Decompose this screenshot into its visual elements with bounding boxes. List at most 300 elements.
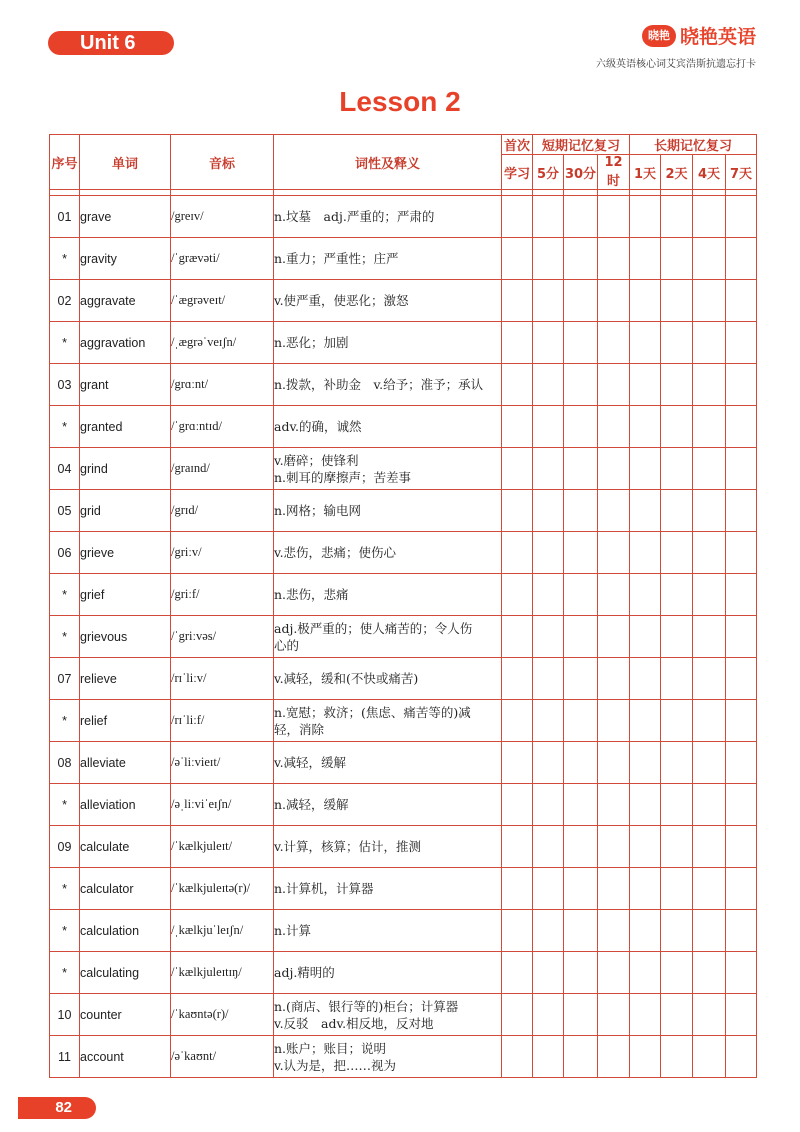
page-title: Lesson 2 [339,86,461,117]
check-30min [564,994,598,1036]
check-7day [726,532,757,574]
check-30min [564,952,598,994]
definition-line: n.宽慰；救济；(焦虑、痛苦等的)减 [274,704,471,720]
check-4day [693,784,726,826]
row-definition [274,742,502,784]
col-header-num: 序号 [50,135,80,190]
brand-logo-icon: 晓艳 [642,25,676,47]
check-2day [661,238,693,280]
row-phonetic: /ˈægrəveɪt/ [171,280,274,322]
check-5min [533,280,564,322]
check-5min [533,742,564,784]
row-definition [274,700,502,742]
definition-line: n.悲伤，悲痛 [274,587,349,602]
row-definition [274,658,502,700]
row-word: calculator [80,868,171,910]
row-word: calculate [80,826,171,868]
check-2day [661,784,693,826]
check-12h [598,700,630,742]
table-row [50,616,757,658]
row-phonetic: /ˈgriːvəs/ [171,616,274,658]
check-2day [661,994,693,1036]
check-30min [564,784,598,826]
row-phonetic: /graɪnd/ [171,448,274,490]
row-phonetic: /əˌliːviˈeɪʃn/ [171,784,274,826]
check-12h [598,952,630,994]
check-1day [630,994,661,1036]
check-1day [630,406,661,448]
row-definition [274,1036,502,1078]
row-definition [274,616,502,658]
check-30min [564,490,598,532]
row-word: grievous [80,616,171,658]
table-row [50,448,757,490]
check-1day [630,196,661,238]
check-5min [533,406,564,448]
check-4day [693,406,726,448]
col-header-short-term: 短期记忆复习 [533,135,630,155]
row-word: grid [80,490,171,532]
row-word: gravity [80,238,171,280]
check-4day [693,742,726,784]
definition-line: n.计算 [274,923,312,938]
check-5min [533,238,564,280]
check-first-study [502,196,533,238]
check-12h [598,490,630,532]
table-row [50,196,757,238]
check-2day [661,952,693,994]
check-30min [564,574,598,616]
row-definition [274,280,502,322]
check-7day [726,196,757,238]
check-12h [598,616,630,658]
row-definition [274,994,502,1036]
row-number: * [50,784,80,826]
table-row [50,490,757,532]
check-12h [598,994,630,1036]
row-number: 02 [50,280,80,322]
check-2day [661,364,693,406]
row-phonetic: /grɑːnt/ [171,364,274,406]
check-1day [630,658,661,700]
row-phonetic: /ˈkælkjuleɪt/ [171,826,274,868]
row-number: 03 [50,364,80,406]
check-12h [598,574,630,616]
row-definition [274,826,502,868]
check-1day [630,742,661,784]
definition-line: v.计算，核算；估计，推测 [274,839,422,854]
row-word: alleviation [80,784,171,826]
row-number: * [50,910,80,952]
row-phonetic: /rɪˈliːv/ [171,658,274,700]
check-1day [630,700,661,742]
check-4day [693,700,726,742]
check-30min [564,868,598,910]
brand-subtitle: 六级英语核心词艾宾浩斯抗遗忘打卡 [596,59,756,70]
table-row [50,784,757,826]
check-first-study [502,280,533,322]
check-first-study [502,910,533,952]
check-first-study [502,532,533,574]
row-word: calculation [80,910,171,952]
definition-line: 心的 [274,637,300,653]
check-1day [630,1036,661,1078]
check-30min [564,280,598,322]
check-2day [661,868,693,910]
check-2day [661,1036,693,1078]
check-4day [693,364,726,406]
check-5min [533,322,564,364]
table-row [50,532,757,574]
check-7day [726,280,757,322]
row-number: * [50,700,80,742]
check-12h [598,406,630,448]
table-row [50,826,757,868]
vocabulary-table [49,134,757,1078]
check-2day [661,910,693,952]
check-first-study [502,448,533,490]
col-header-definition: 词性及释义 [274,135,502,190]
row-word: granted [80,406,171,448]
check-12h [598,280,630,322]
row-phonetic: /ˈkælkjuleɪtə(r)/ [171,868,274,910]
check-4day [693,280,726,322]
vocabulary-rows [50,196,757,1078]
check-1day [630,616,661,658]
row-number: 04 [50,448,80,490]
col-header-1day: 1天 [630,155,661,190]
check-4day [693,322,726,364]
definition-line: v.反驳 adv.相反地，反对地 [274,1015,434,1031]
definition-line: adj.精明的 [274,965,335,980]
row-number: * [50,616,80,658]
row-phonetic: /ˌægrəˈveɪʃn/ [171,322,274,364]
table-row [50,1036,757,1078]
col-header-first-study-top: 首次 [502,135,533,155]
col-header-long-term: 长期记忆复习 [630,135,757,155]
check-5min [533,952,564,994]
check-12h [598,910,630,952]
check-4day [693,532,726,574]
check-2day [661,826,693,868]
check-2day [661,406,693,448]
check-12h [598,448,630,490]
table-row [50,658,757,700]
row-number: * [50,574,80,616]
row-word: counter [80,994,171,1036]
definition-line: n.计算机，计算器 [274,881,374,896]
check-2day [661,322,693,364]
check-30min [564,238,598,280]
row-phonetic: /griːf/ [171,574,274,616]
check-1day [630,826,661,868]
definition-line: n.拨款，补助金 v.给予；准予；承认 [274,377,484,392]
row-definition [274,910,502,952]
definition-line: n.恶化；加剧 [274,335,349,350]
check-4day [693,994,726,1036]
col-header-first-study-bottom: 学习 [502,155,533,190]
col-header-12h: 12时 [598,155,630,190]
check-first-study [502,700,533,742]
row-number: 06 [50,532,80,574]
unit-tab: Unit 6 [48,31,174,55]
definition-line: n.重力；严重性；庄严 [274,251,399,266]
brand-name: 晓艳英语 [679,26,756,48]
check-first-study [502,574,533,616]
check-30min [564,406,598,448]
check-7day [726,490,757,532]
check-7day [726,364,757,406]
check-4day [693,1036,726,1078]
check-12h [598,868,630,910]
check-4day [693,952,726,994]
check-30min [564,364,598,406]
check-1day [630,364,661,406]
definition-line: n.(商店、银行等的)柜台；计算器 [274,998,459,1014]
row-word: aggravation [80,322,171,364]
definition-line: n.账户；账目；说明 [274,1040,387,1056]
check-first-study [502,364,533,406]
table-row [50,574,757,616]
check-2day [661,574,693,616]
check-1day [630,532,661,574]
definition-line: adj.极严重的；使人痛苦的；令人伤 [274,620,473,636]
check-first-study [502,952,533,994]
check-12h [598,658,630,700]
row-definition [274,364,502,406]
check-1day [630,952,661,994]
check-7day [726,994,757,1036]
table-row [50,994,757,1036]
check-first-study [502,1036,533,1078]
row-number: 10 [50,994,80,1036]
check-30min [564,196,598,238]
check-4day [693,574,726,616]
table-row [50,910,757,952]
row-number: * [50,322,80,364]
definition-line: v.使严重，使恶化；激怒 [274,293,409,308]
check-30min [564,616,598,658]
row-word: grieve [80,532,171,574]
check-first-study [502,406,533,448]
row-phonetic: /əˈliːvieɪt/ [171,742,274,784]
row-word: grant [80,364,171,406]
check-12h [598,196,630,238]
check-5min [533,910,564,952]
table-row [50,364,757,406]
check-2day [661,742,693,784]
check-4day [693,238,726,280]
row-phonetic: /griːv/ [171,532,274,574]
check-7day [726,1036,757,1078]
definition-line: n.坟墓 adj.严重的；严肃的 [274,209,435,224]
check-2day [661,196,693,238]
definition-line: v.悲伤，悲痛；使伤心 [274,545,397,560]
check-5min [533,658,564,700]
check-30min [564,532,598,574]
row-word: grief [80,574,171,616]
check-30min [564,826,598,868]
definition-line: v.认为是，把……视为 [274,1057,397,1073]
check-2day [661,700,693,742]
check-1day [630,574,661,616]
check-30min [564,322,598,364]
table-row [50,322,757,364]
check-2day [661,616,693,658]
check-2day [661,490,693,532]
row-word: alleviate [80,742,171,784]
check-first-study [502,742,533,784]
check-7day [726,910,757,952]
row-number: 09 [50,826,80,868]
check-7day [726,406,757,448]
row-definition [274,196,502,238]
row-word: aggravate [80,280,171,322]
check-12h [598,322,630,364]
check-5min [533,826,564,868]
row-phonetic: /greɪv/ [171,196,274,238]
check-4day [693,826,726,868]
check-7day [726,658,757,700]
check-first-study [502,616,533,658]
check-5min [533,868,564,910]
col-header-5min: 5分 [533,155,564,190]
check-30min [564,1036,598,1078]
row-definition [274,322,502,364]
check-1day [630,490,661,532]
col-header-4day: 4天 [693,155,726,190]
table-row [50,952,757,994]
row-word: grind [80,448,171,490]
definition-line: 轻，消除 [274,721,325,737]
check-4day [693,490,726,532]
check-7day [726,616,757,658]
check-1day [630,280,661,322]
check-7day [726,448,757,490]
row-number: * [50,868,80,910]
check-30min [564,658,598,700]
check-5min [533,532,564,574]
check-5min [533,616,564,658]
table-row [50,700,757,742]
definition-line: v.磨碎；使锋利 [274,452,359,468]
row-definition [274,868,502,910]
check-7day [726,238,757,280]
check-4day [693,448,726,490]
check-1day [630,784,661,826]
check-7day [726,574,757,616]
row-definition [274,574,502,616]
check-1day [630,868,661,910]
row-number: 05 [50,490,80,532]
definition-line: n.刺耳的摩擦声；苦差事 [274,469,412,485]
check-5min [533,490,564,532]
row-phonetic: /grɪd/ [171,490,274,532]
check-1day [630,448,661,490]
check-12h [598,238,630,280]
check-1day [630,238,661,280]
table-row [50,868,757,910]
check-5min [533,784,564,826]
col-header-phonetic: 音标 [171,135,274,190]
check-12h [598,742,630,784]
check-first-study [502,826,533,868]
row-definition [274,406,502,448]
row-definition [274,532,502,574]
brand-block [596,22,756,70]
definition-line: n.网格；输电网 [274,503,362,518]
col-header-2day: 2天 [661,155,693,190]
row-number: 11 [50,1036,80,1078]
col-header-word: 单词 [80,135,171,190]
check-4day [693,658,726,700]
check-first-study [502,994,533,1036]
check-4day [693,196,726,238]
check-7day [726,700,757,742]
row-number: * [50,952,80,994]
row-definition [274,952,502,994]
row-word: relieve [80,658,171,700]
check-first-study [502,322,533,364]
row-phonetic: /ˈgrɑːntɪd/ [171,406,274,448]
check-12h [598,1036,630,1078]
check-30min [564,700,598,742]
check-first-study [502,490,533,532]
check-12h [598,784,630,826]
check-30min [564,448,598,490]
check-2day [661,532,693,574]
table-row [50,406,757,448]
row-word: account [80,1036,171,1078]
check-first-study [502,238,533,280]
check-4day [693,616,726,658]
check-first-study [502,784,533,826]
row-definition [274,448,502,490]
definition-line: adv.的确，诚然 [274,419,362,434]
check-12h [598,532,630,574]
definition-line: v.减轻，缓和(不快或痛苦) [274,671,419,686]
row-word: calculating [80,952,171,994]
row-number: * [50,238,80,280]
row-phonetic: /ˈkaʊntə(r)/ [171,994,274,1036]
col-header-30min: 30分 [564,155,598,190]
check-2day [661,448,693,490]
check-30min [564,742,598,784]
check-5min [533,994,564,1036]
row-definition [274,490,502,532]
check-2day [661,658,693,700]
row-number: 07 [50,658,80,700]
check-2day [661,280,693,322]
table-row [50,238,757,280]
check-7day [726,742,757,784]
check-7day [726,784,757,826]
check-1day [630,910,661,952]
check-5min [533,700,564,742]
check-first-study [502,658,533,700]
check-7day [726,952,757,994]
check-5min [533,1036,564,1078]
check-first-study [502,868,533,910]
row-phonetic: /rɪˈliːf/ [171,700,274,742]
row-phonetic: /əˈkaʊnt/ [171,1036,274,1078]
check-4day [693,868,726,910]
check-5min [533,196,564,238]
definition-line: v.减轻，缓解 [274,755,347,770]
check-5min [533,364,564,406]
row-phonetic: /ˌkælkjuˈleɪʃn/ [171,910,274,952]
row-word: grave [80,196,171,238]
